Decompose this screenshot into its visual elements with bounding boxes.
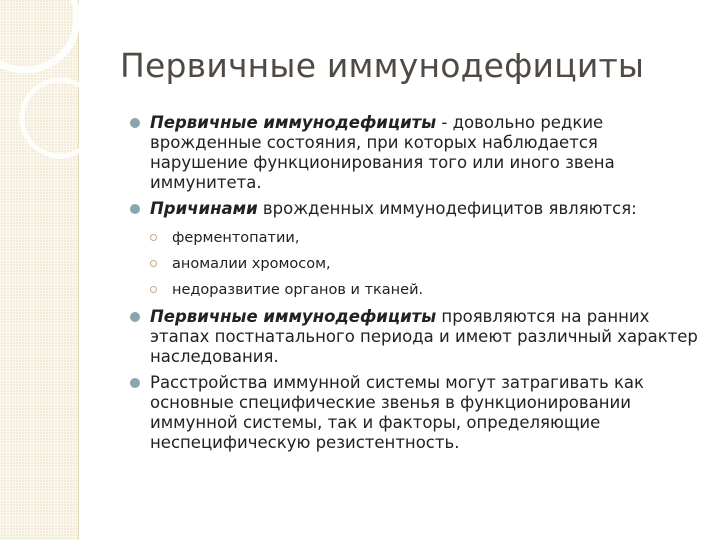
bullet-dot-icon [130,312,140,322]
bullet-2-emphasis: Причинами [150,199,258,218]
bullet-dot-icon [130,118,140,128]
bullet-1-emphasis: Первичные иммунодефициты [150,113,437,132]
sub-bullet-icon [150,234,157,241]
bullet-item-1 [130,113,700,193]
sub-item-2-text: аномалии хромосом, [172,256,331,272]
sub-item-1-text: ферментопатии, [172,230,300,246]
decorative-left-band [0,0,79,540]
sub-bullet-icon [150,260,157,267]
bullet-item-3 [130,307,700,367]
sub-item-3 [150,281,700,299]
sub-item-2 [150,255,700,273]
bullet-3-emphasis: Первичные иммунодефициты [150,307,437,326]
sub-item-1 [150,229,700,247]
bullet-item-2 [130,199,700,299]
bullet-2-text: врожденных иммунодефицитов являются: [257,199,637,218]
bullet-item-4 [130,373,700,453]
bullet-3-text: проявляются на ранних этапах постнатального периода и имеют различный характер наследования. [150,307,698,366]
sub-bullet-icon [150,286,157,293]
slide-title: Первичные иммунодефициты [120,46,645,85]
bullet-dot-icon [130,378,140,388]
bullet-list [130,113,700,453]
sub-item-3-text: недоразвитие органов и тканей. [172,282,424,298]
bullet-1-text: - довольно редкие врожденные состояния, при которых наблюдается нарушение функционирования того или иного звена иммунитета. [150,113,615,192]
bullet-dot-icon [130,204,140,214]
bullet-4-text: Расстройства иммунной системы могут затрагивать как основные специфические звенья в функционировании иммунной системы, так и факторы, определяющие неспецифическую резистентность. [150,373,645,452]
sub-list [150,229,700,299]
